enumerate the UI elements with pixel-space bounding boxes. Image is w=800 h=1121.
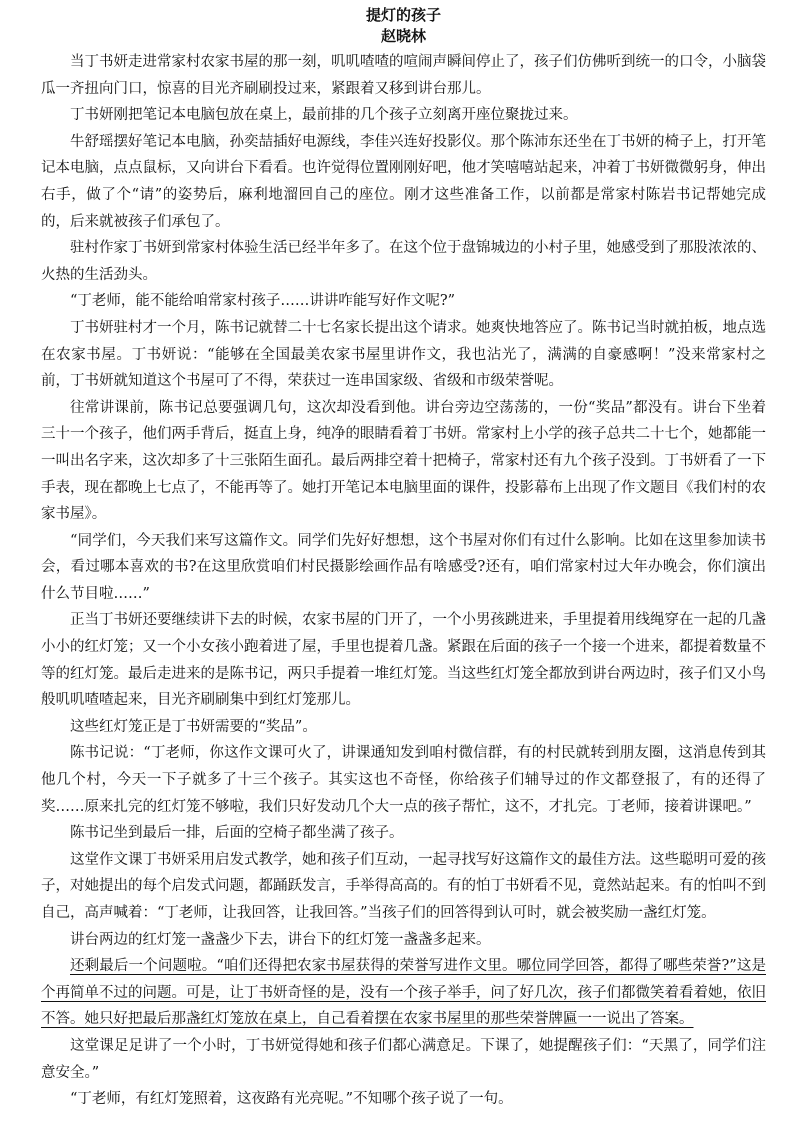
paragraph: 这些红灯笼正是丁书妍需要的“奖品”。 (70, 718, 317, 735)
paragraph: 丁书妍刚把笔记本电脑包放在桌上，最前排的几个孩子立刻离开座位聚拢过来。 (70, 107, 578, 124)
paragraph: 讲台两边的红灯笼一盏盏少下去，讲台下的红灯笼一盏盏多起来。 (70, 931, 491, 948)
paragraph: 丁书妍驻村才一个月，陈书记就替二十七名家长提出这个请求。她爽快地答应了。陈书记当时就拍板，地点选在农家书屋。丁书妍说：“能够在全国最美农家书屋里讲作文，我也沾光了，满满的自豪感啊！”没来常家村之前，丁书妍就知道这个书屋可了不得，荣获过一连串国家级、省级和市级荣誉呢。 (41, 319, 766, 390)
paragraph: 当丁书妍走进常家村农家书屋的那一刻，叽叽喳喳的喧闹声瞬间停止了，孩子们仿佛听到统一的口令，小脑袋瓜一齐扭向门口，惊喜的目光齐刷刷投过来，紧跟着又移到讲台那儿。 (41, 54, 766, 97)
paragraph: 往常讲课前，陈书记总要强调几句，这次却没看到他。讲台旁边空荡荡的，一份“奖品”都没有。讲台下坐着三十一个孩子，他们两手背后，挺直上身，纯净的眼睛看着丁书妍。常家村上小学的孩子总共二十七个，她都能一一叫出名字来，这次却多了十三张陌生面孔。最后两排空着十把椅子，常家村还有九个孩子没到。丁书妍看了一下手表，现在都晚上七点了，不能再等了。她打开笔记本电脑里面的课件，投影幕布上出现了作文题目《我们村的农家书屋》。 (41, 399, 766, 523)
article-author: 赵晓林 (380, 27, 426, 45)
paragraph: 这堂作文课丁书妍采用启发式教学，她和孩子们互动，一起寻找写好这篇作文的最佳方法。这些聪明可爱的孩子，对她提出的每个启发式问题，都踊跃发言，手举得高高的。有的怕丁书妍看不见，竟然站起来。有的怕叫不到自己，高声喊着：“丁老师，让我回答，让我回答。”当孩子们的回答得到认可时，就会被奖励一盏红灯笼。 (41, 851, 766, 921)
paragraph: “丁老师，能不能给咱常家村孩子……讲讲咋能写好作文呢?” (70, 293, 456, 310)
paragraph: 牛舒瑶摆好笔记本电脑，孙奕喆插好电源线，李佳兴连好投影仪。那个陈沛东还坐在丁书妍的椅子上，打开笔记本电脑，点点鼠标，又向讲台下看看。也许觉得位置刚刚好吧，他才笑嘻嘻站起来，冲着丁书妍微微躬身，伸出右手，做了个“请”的姿势后，麻利地溜回自己的座位。刚才这些准备工作，以前都是常家村陈岩书记帮她完成的，后来就被孩子们承包了。 (41, 133, 766, 230)
article-title: 提灯的孩子 (365, 6, 441, 24)
underlined-paragraph: 还剩最后一个问题啦。“咱们还得把农家书屋获得的荣誉写进作文里。哪位同学回答，都得了哪些荣誉?”这是个再简单不过的问题。可是，让丁书妍奇怪的是，没有一个孩子举手，问了好几次，孩子们都微笑着看着她，依旧不答。她只好把最后那盏红灯笼放在桌上，自己看着摆在农家书屋里的那些荣誉牌匾一一说出了答案。 (41, 958, 766, 1028)
paragraph: “同学们，今天我们来写这篇作文。同学们先好好想想，这个书屋对你们有过什么影响。比如在这里参加读书会，看过哪本喜欢的书?在这里欣赏咱们村民摄影绘画作品有啥感受?还有，咱们常家村过大年办晚会，你们演出什么节目啦……” (41, 532, 766, 602)
paragraph: 这堂课足足讲了一个小时，丁书妍觉得她和孩子们都心满意足。下课了，她提醒孩子们：“天黑了，同学们注意安全。” (41, 1037, 766, 1081)
paragraph: 正当丁书妍还要继续讲下去的时候，农家书屋的门开了，一个小男孩跳进来，手里提着用线绳穿在一起的几盏小小的红灯笼；又一个小女孩小跑着进了屋，手里也提着几盏。紧跟在后面的孩子一个接一个进来，都提着数量不等的红灯笼。最后走进来的是陈书记，两只手提着一堆红灯笼。当这些红灯笼全都放到讲台两边时，孩子们又小鸟般叽叽喳喳起来，目光齐刷刷集中到红灯笼那儿。 (41, 612, 766, 709)
paragraph: 陈书记说：“丁老师，你这作文课可火了，讲课通知发到咱村微信群，有的村民就转到朋友圈，这消息传到其他几个村，今天一下子就多了十三个孩子。其实这也不奇怪，你给孩子们辅导过的作文都登报了，有的还得了奖……原来扎完的红灯笼不够啦，我们只好发动几个大一点的孩子帮忙，这不，才扎完。丁老师，接着讲课吧。” (41, 745, 766, 815)
paragraph: 陈书记坐到最后一排，后面的空椅子都坐满了孩子。 (70, 825, 404, 842)
paragraph: “丁老师，有红灯笼照着，这夜路有光亮呢。”不知哪个孩子说了一句。 (70, 1091, 513, 1108)
paragraph: 驻村作家丁书妍到常家村体验生活已经半年多了。在这个位于盘锦城边的小村子里，她感受到了那股浓浓的、火热的生活劲头。 (41, 240, 766, 283)
